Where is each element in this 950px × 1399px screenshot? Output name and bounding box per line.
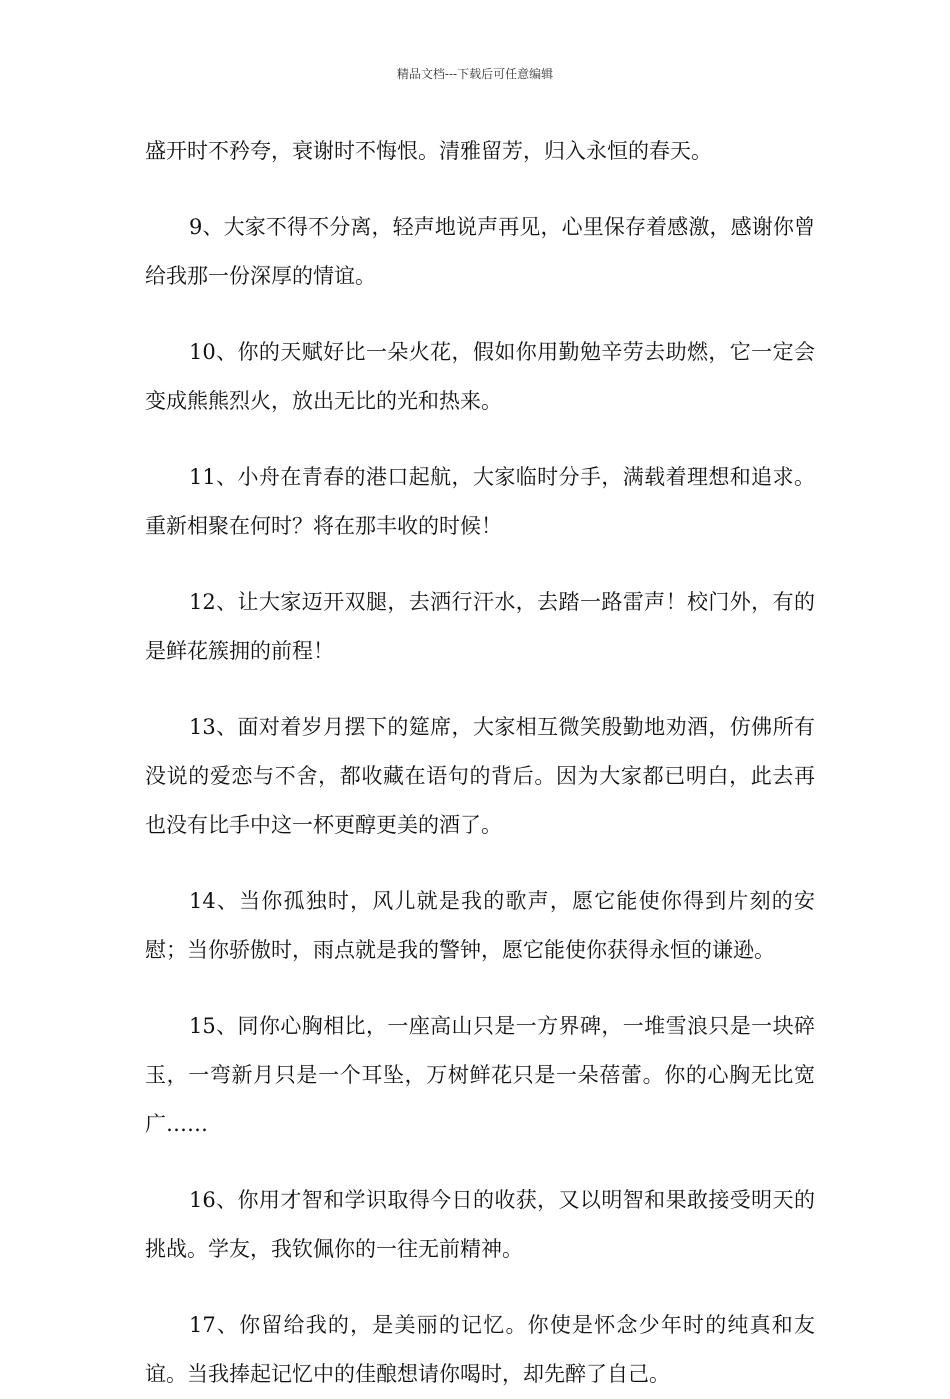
paragraph-item-12: 12、让大家迈开双腿，去洒行汗水，去踏一路雷声！校门外，有的是鲜花簇拥的前程！	[145, 590, 815, 663]
paragraph-item-17: 17、你留给我的，是美丽的记忆。你使是怀念少年时的纯真和友谊。当我捧起记忆中的佳酿想请你喝时，却先醉了自己。	[145, 1313, 815, 1386]
paragraph-continuation: 盛开时不矜夸，衰谢时不悔恨。清雅留芳，归入永恒的春天。	[145, 139, 712, 163]
document-body	[145, 127, 815, 1399]
paragraph-item-13: 13、面对着岁月摆下的筵席，大家相互微笑殷勤地劝酒，仿佛所有没说的爱恋与不舍，都收藏在语句的背后。因为大家都已明白，此去再也没有比手中这一杯更醇更美的酒了。	[145, 715, 815, 837]
paragraph-item-11: 11、小舟在青春的港口起航，大家临时分手，满载着理想和追求。重新相聚在何时？将在那丰收的时候！	[145, 465, 815, 538]
paragraph-item-14: 14、当你孤独时，风儿就是我的歌声，愿它能使你得到片刻的安慰；当你骄傲时，雨点就是我的警钟，愿它能使你获得永恒的谦逊。	[145, 889, 815, 962]
paragraph-item-15: 15、同你心胸相比，一座高山只是一方界碑，一堆雪浪只是一块碎玉，一弯新月只是一个耳坠，万树鲜花只是一朵蓓蕾。你的心胸无比宽广……	[145, 1014, 815, 1136]
paragraph-item-9: 9、大家不得不分离，轻声地说声再见，心里保存着感激，感谢你曾给我那一份深厚的情谊。	[145, 215, 815, 288]
paragraph-item-16: 16、你用才智和学识取得今日的收获，又以明智和果敢接受明天的挑战。学友，我钦佩你的一往无前精神。	[145, 1188, 815, 1261]
paragraph-item-10: 10、你的天赋好比一朵火花，假如你用勤勉辛劳去助燃，它一定会变成熊熊烈火，放出无比的光和热来。	[145, 340, 815, 413]
page-header: 精品文档---下载后可任意编辑	[396, 67, 554, 81]
